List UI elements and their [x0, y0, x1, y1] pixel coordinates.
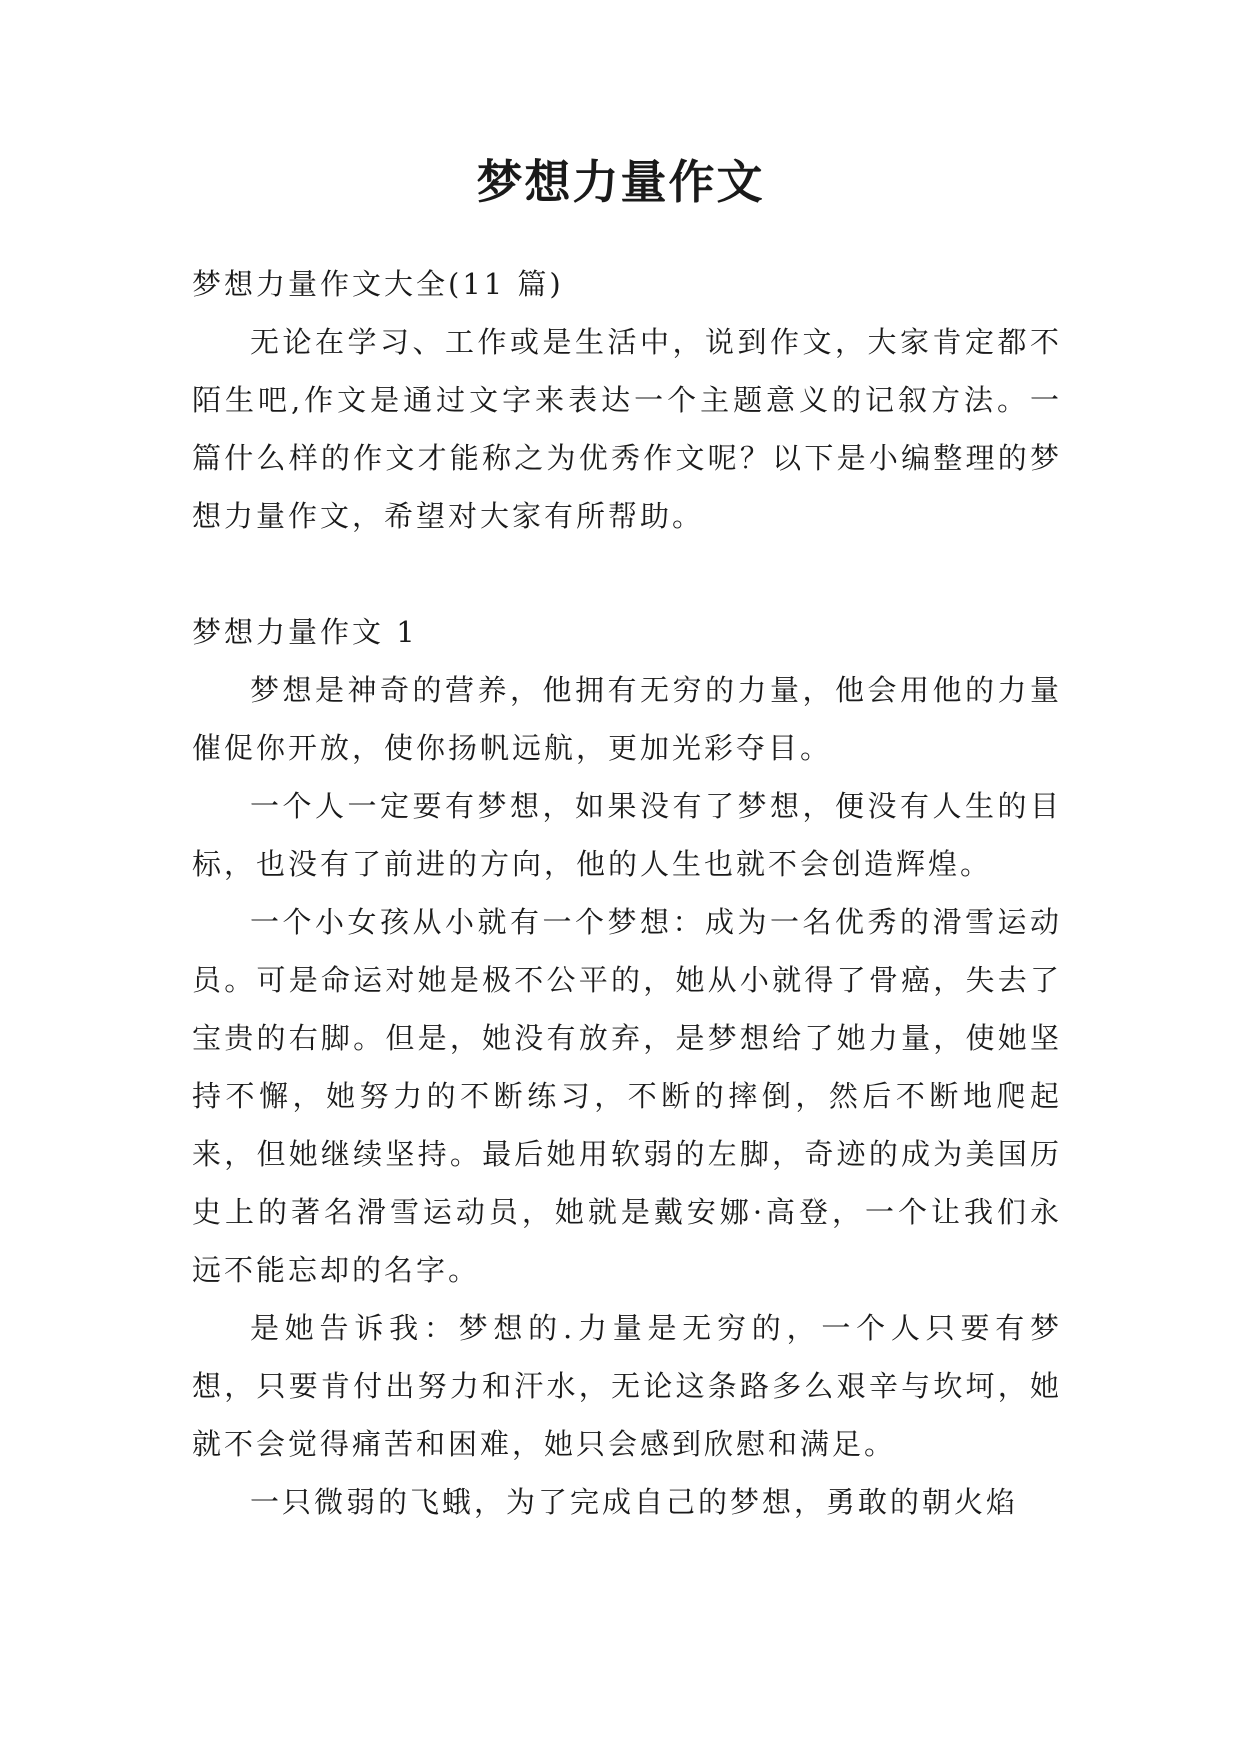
body-paragraph-1: 梦想是神奇的营养，他拥有无穷的力量，他会用他的力量催促你开放，使你扬帆远航，更加光彩夺目。 — [192, 673, 1062, 765]
section-heading: 梦想力量作文 1 — [192, 615, 418, 649]
intro-paragraph: 无论在学习、工作或是生活中，说到作文，大家肯定都不陌生吧,作文是通过文字来表达一个主题意义的记叙方法。一篇什么样的作文才能称之为优秀作文呢？以下是小编整理的梦想力量作文，希望对大家有所帮助。 — [192, 325, 1062, 533]
body-paragraph-3: 一个小女孩从小就有一个梦想：成为一名优秀的滑雪运动员。可是命运对她是极不公平的，她从小就得了骨癌，失去了宝贵的右脚。但是，她没有放弃，是梦想给了她力量，使她坚持不懈，她努力的不断练习，不断的摔倒，然后不断地爬起来，但她继续坚持。最后她用软弱的左脚，奇迹的成为美国历史上的著名滑雪运动员，她就是戴安娜·高登，一个让我们永远不能忘却的名字。 — [192, 905, 1062, 1287]
body-paragraph-2: 一个人一定要有梦想，如果没有了梦想，便没有人生的目标，也没有了前进的方向，他的人生也就不会创造辉煌。 — [192, 789, 1062, 881]
section-spacer — [192, 545, 1062, 603]
document-subtitle: 梦想力量作文大全(11 篇) — [192, 267, 564, 301]
document-title: 梦想力量作文 — [476, 155, 765, 209]
body-paragraph-5: 一只微弱的飞蛾，为了完成自己的梦想，勇敢的朝火焰 — [250, 1485, 1019, 1519]
body-paragraph-4: 是她告诉我：梦想的.力量是无穷的，一个人只要有梦想，只要肯付出努力和汗水，无论这条路多么艰辛与坎坷，她就不会觉得痛苦和困难，她只会感到欣慰和满足。 — [192, 1311, 1062, 1461]
document-body — [192, 255, 1062, 1531]
